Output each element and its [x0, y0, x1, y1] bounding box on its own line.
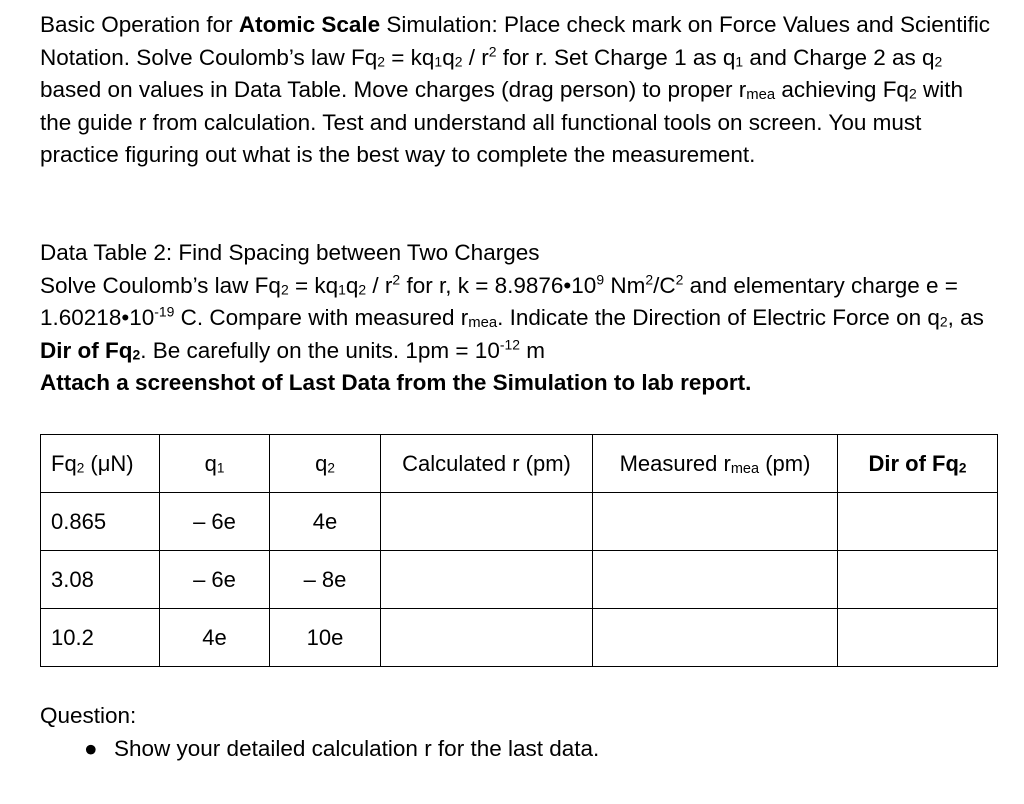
question-item	[84, 733, 599, 765]
header-text: (μN)	[84, 450, 134, 476]
header-text: q	[315, 450, 328, 476]
question-label: Question:	[40, 703, 137, 728]
subscript: 2	[358, 281, 367, 298]
header-q1	[160, 435, 270, 493]
subscript: 1	[338, 281, 346, 298]
instr-text: . Indicate the Direction of Electric Force on q	[497, 305, 940, 330]
subscript: 2	[958, 460, 967, 476]
intro-text: for r. Set Charge 1 as q	[496, 44, 736, 70]
cell-dir-fq2[interactable]	[838, 493, 998, 551]
cell-measured-r[interactable]	[593, 551, 838, 609]
superscript: 2	[392, 271, 401, 288]
cell-calculated-r[interactable]	[381, 493, 593, 551]
cell-fq2: 10.2	[41, 609, 160, 667]
attach-text: Attach a screenshot of Last Data from the Simulation to lab report.	[40, 370, 752, 395]
instr-text: Nm	[604, 272, 646, 298]
data-table	[40, 434, 998, 667]
subscript: 2	[454, 53, 463, 70]
table-row	[41, 551, 998, 609]
intro-text: achieving Fq	[775, 77, 909, 102]
question-text: Show your detailed calculation r for the last data.	[114, 736, 600, 761]
header-dir-fq2	[838, 435, 998, 493]
table-row	[41, 493, 998, 551]
data-table-instructions	[40, 270, 1000, 368]
instr-text: / r	[366, 272, 393, 298]
subscript: 2	[934, 53, 943, 70]
data-table-title: Data Table 2: Find Spacing between Two Charges	[40, 240, 540, 265]
subscript: mea	[746, 87, 776, 104]
subscript: 2	[76, 460, 85, 476]
header-q2	[270, 435, 381, 493]
cell-q1: 4e	[160, 609, 270, 667]
instr-text: = kq	[288, 272, 339, 298]
header-text: Measured r	[619, 450, 731, 476]
intro-text: Basic Operation for	[40, 12, 239, 37]
instr-text: m	[520, 337, 545, 363]
cell-q2: 4e	[270, 493, 381, 551]
superscript: 2	[675, 271, 684, 288]
cell-q1: – 6e	[160, 551, 270, 609]
cell-dir-fq2[interactable]	[838, 609, 998, 667]
superscript: 2	[488, 43, 497, 60]
header-calculated-r: Calculated r (pm)	[381, 435, 593, 493]
superscript: 9	[596, 271, 605, 288]
cell-calculated-r[interactable]	[381, 609, 593, 667]
superscript: -19	[154, 303, 175, 320]
cell-measured-r[interactable]	[593, 493, 838, 551]
instr-text: for r, k = 8.9876•10	[400, 272, 597, 298]
cell-fq2: 0.865	[41, 493, 160, 551]
intro-text: = kq	[385, 44, 435, 70]
cell-q2: 10e	[270, 609, 381, 667]
cell-dir-fq2[interactable]	[838, 551, 998, 609]
instr-bold-dir: Dir of Fq	[40, 337, 133, 363]
table-header-row	[41, 435, 998, 493]
subscript: 2	[280, 281, 289, 298]
header-text: q	[204, 450, 217, 476]
instr-text: q	[345, 272, 359, 298]
cell-calculated-r[interactable]	[381, 551, 593, 609]
subscript: 2	[327, 460, 335, 476]
subscript: 1	[434, 53, 443, 70]
instr-text: . Be carefully on the units. 1pm = 10	[140, 337, 500, 363]
cell-q1: – 6e	[160, 493, 270, 551]
subscript: 1	[216, 460, 225, 476]
intro-bold-atomic-scale: Atomic Scale	[238, 12, 381, 37]
subscript: 2	[939, 313, 948, 330]
instr-text: Solve Coulomb’s law Fq	[40, 272, 281, 298]
cell-fq2: 3.08	[41, 551, 160, 609]
superscript: -12	[499, 336, 520, 353]
header-fq2	[41, 435, 160, 493]
instr-text: and elementary charge e = 1.60218•10	[40, 272, 958, 330]
intro-text: q	[442, 44, 455, 70]
data-table-section	[40, 237, 1000, 400]
header-text: (pm)	[759, 450, 811, 476]
header-measured-r	[593, 435, 838, 493]
header-text: Dir of Fq	[868, 450, 959, 476]
intro-text: based on values in Data Table. Move charges (drag person) to proper r	[40, 77, 747, 102]
bullet-icon: ●	[84, 736, 98, 761]
instr-text: C. Compare with measured r	[174, 305, 469, 330]
subscript: 2	[908, 85, 917, 102]
cell-measured-r[interactable]	[593, 609, 838, 667]
instr-text: , as	[947, 305, 984, 330]
header-text: Fq	[51, 450, 77, 476]
intro-text: / r	[462, 44, 489, 70]
subscript: 2	[132, 346, 141, 363]
intro-paragraph	[40, 9, 1000, 172]
subscript: mea	[468, 315, 498, 332]
attach-instruction	[40, 367, 1000, 400]
instr-text: /C	[653, 272, 676, 298]
subscript: mea	[730, 460, 760, 477]
intro-text: with the guide r from calculation. Test and understand all functional tools on screen. You must practice figuring out what is the best way to complete the measurement.	[40, 77, 963, 167]
table-row	[41, 609, 998, 667]
intro-text: Simulation: Place check mark on Force Values and Scientific Notation. Solve Coulomb’s law Fq	[40, 12, 991, 70]
subscript: 2	[377, 53, 386, 70]
subscript: 1	[735, 53, 744, 70]
cell-q2: – 8e	[270, 551, 381, 609]
superscript: 2	[645, 271, 654, 288]
intro-text: and Charge 2 as q	[743, 44, 935, 70]
